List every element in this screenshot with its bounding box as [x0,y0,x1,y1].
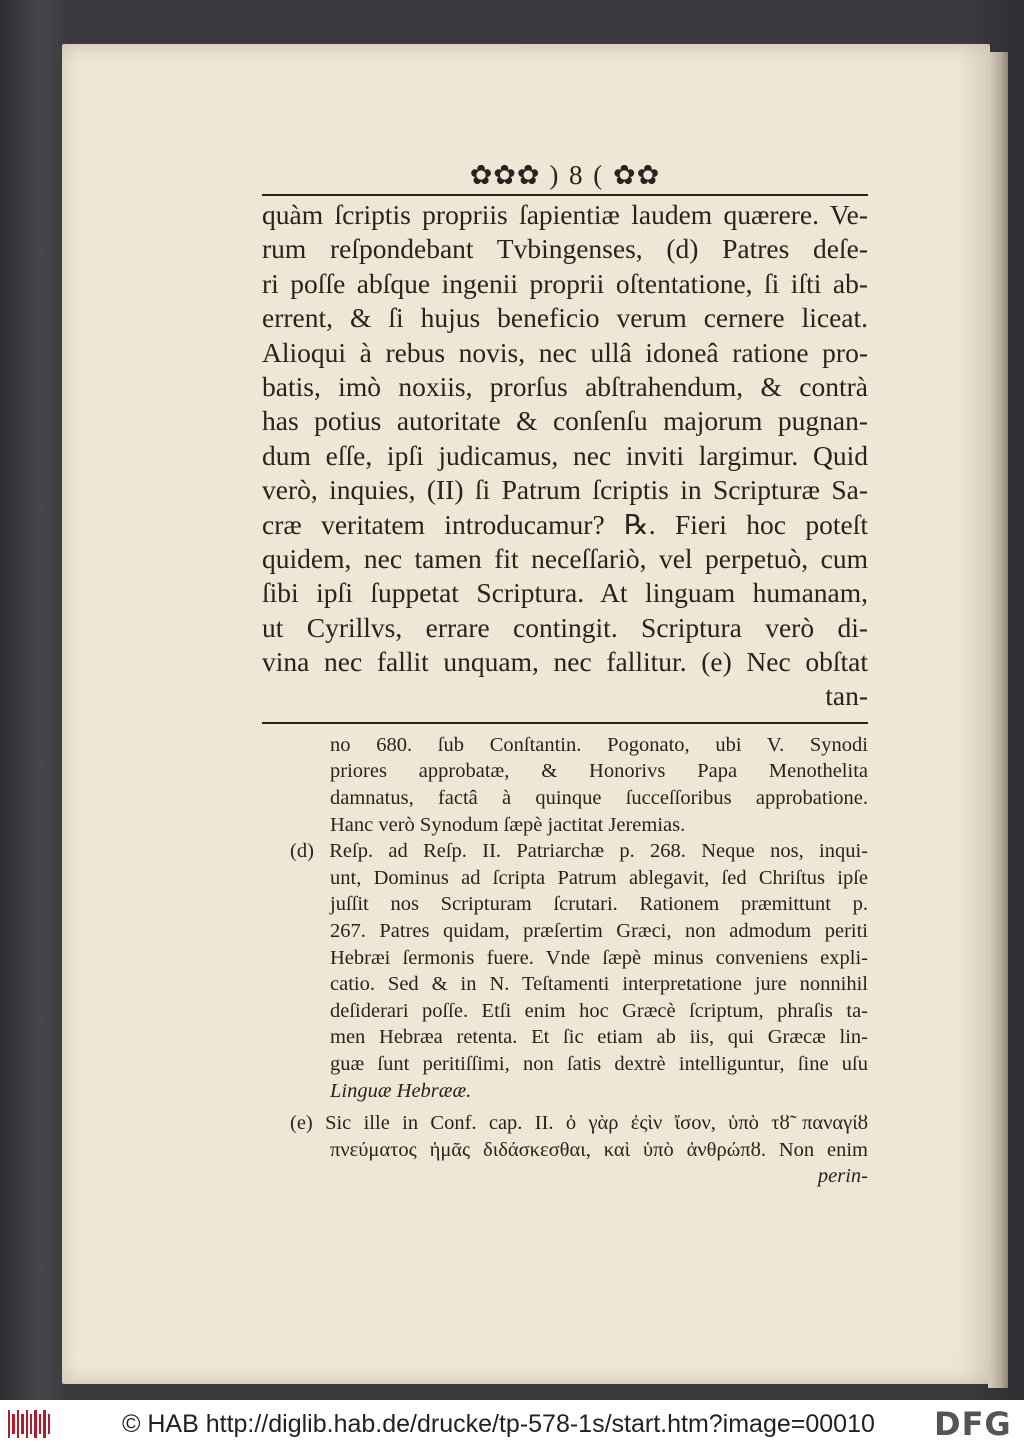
main-line-7: has potius autoritate & conſenſu majorum pugnan- [262,405,868,437]
main-line-5: Alioqui à rebus novis, nec ullâ idoneâ ratione pro- [262,336,868,368]
page-header [262,158,868,192]
footnote-d-line-6: catio. Sed & in N. Teſtamenti interpretatione jure nonnihil [330,973,868,996]
main-line-6: batis, imò noxiis, prorſus abſtrahendum, & contrà [262,370,868,402]
footnote-rule [262,722,868,724]
main-line-11: quidem, nec tamen fit neceſſariò, vel perpetuò, cum [262,542,868,574]
footnotes [262,732,868,1190]
header-rule [262,194,868,196]
adjacent-page-edge [988,52,1008,1388]
footnote-d-line-2: unt, Dominus ad ſcripta Patrum ablegavit, ſed Chriſtus ipſe [330,866,868,889]
main-line-8: dum eſſe, ipſi judicamus, nec inviti largimur. Quid [262,439,868,471]
catchword: tan- [825,680,868,712]
hab-logo-icon[interactable] [8,1410,50,1438]
footnote-catchword: perin- [817,1165,868,1188]
footnote-d-line-9: guæ ſunt peritiſſimi, non ſatis dextrè intelliguntur, ſine uſu [330,1052,868,1075]
main-line-13: ut Cyrillvs, errare contingit. Scriptura verò di- [262,611,868,643]
page-text-block [262,158,868,1190]
footnote-d-line-3: juſſit nos Scripturam ſcrutari. Rationem præmittunt p. [330,893,868,916]
footnote-line-3: damnatus, factâ à quinque ſucceſſoribus approbatione. [330,787,868,810]
ornament-left-icon: ✿✿✿ [469,160,541,190]
footnote-d-line-8: men Hebræa retenta. Et ſic etiam ab iis, qui Græcæ lin- [330,1026,868,1049]
main-line-10: cræ veritatem introducamur? ℞. Fieri hoc poteſt [262,508,868,540]
footnote-line-1: no 680. ſub Conſtantin. Pogonato, ubi V. Synodi [330,733,868,756]
main-line-14: vina nec fallit unquam, nec fallitur. (e) Nec obſtat [262,646,868,678]
page-number: ) 8 ( [549,160,605,190]
footnote-d-line-5: Hebræi ſermonis fuere. Vnde ſæpè minus conveniens expli- [330,946,868,969]
main-line-9: verò, inquies, (II) ſi Patrum ſcriptis in Scripturæ Sa- [262,474,868,506]
footnote-line-2: priores approbatæ, & Honorivs Papa Menothelita [330,760,868,783]
main-line-12: ſibi ipſi ſuppetat Scriptura. At linguam humanam, [262,577,868,609]
footnote-line-4: Hanc verò Synodum ſæpè jactitat Jeremias. [330,813,686,836]
footnote-e-line-2: πνεύματος ἡμᾶς διδάσκεσθαι, καὶ ὑπὸ ἀνθρώπȣ. Non enim [330,1138,868,1161]
main-line-1: quàm ſcriptis propriis ſapientiæ laudem quærere. Ve- [262,199,868,230]
main-line-4: errent, & ſi hujus beneficio verum cernere liceat. [262,302,868,334]
footnote-d-line-4: 267. Patres quidam, præſertim Græci, non admodum periti [330,920,868,943]
main-line-3: ri poſſe abſque ingenii proprii oſtentatione, ſi iſti ab- [262,267,868,299]
main-line-2: rum reſpondebant Tvbingenses, (d) Patres deſe- [262,233,868,265]
footnote-e-line-1: (e) Sic ille in Conf. cap. II. ὀ γὰρ ἐςὶν ἴσον, ὑπὸ τȣ̃ παναγίȣ [290,1112,868,1135]
copyright-url[interactable]: © HAB http://diglib.hab.de/drucke/tp-578-1s/start.htm?image=00010 [122,1410,875,1438]
footnote-d-line-1: (d) Reſp. ad Reſp. II. Patriarchæ p. 268. Neque nos, inqui- [290,840,868,863]
viewer-footer [0,1400,1024,1448]
dfg-logo[interactable]: DFG [934,1405,1012,1443]
main-text [262,198,868,714]
footnote-d-line-10: Linguæ Hebrææ. [330,1079,472,1102]
footnote-d-line-7: deſiderari poſſe. Etſi enim hoc Græcè ſcriptum, phraſis ta- [330,999,868,1022]
ornament-right-icon: ✿✿ [613,160,661,190]
